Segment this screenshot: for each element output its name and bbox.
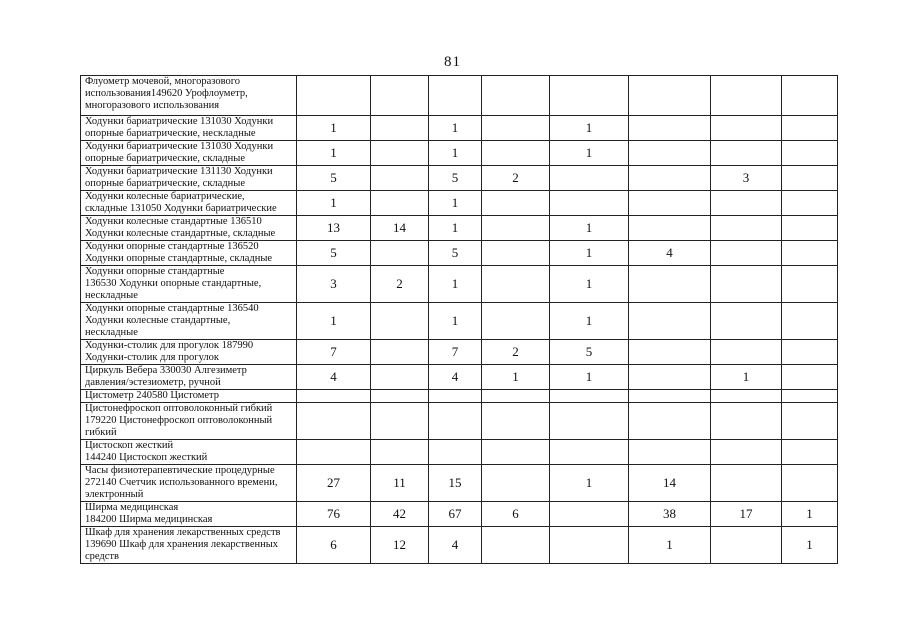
quantity-cell: 3 bbox=[297, 266, 371, 303]
item-name-line: Ходунки опорные стандартные 136520 bbox=[85, 241, 259, 252]
quantity-cell bbox=[482, 527, 550, 564]
item-name-line: 179220 Цистонефроскоп оптоволоконный bbox=[85, 415, 273, 426]
table-body bbox=[81, 76, 838, 564]
quantity-cell: 4 bbox=[629, 241, 711, 266]
quantity-cell bbox=[371, 241, 429, 266]
item-name-line: Ходунки-столик для прогулок 187990 bbox=[85, 340, 254, 351]
quantity-cell bbox=[371, 116, 429, 141]
quantity-cell bbox=[550, 403, 629, 440]
item-name-cell bbox=[81, 191, 297, 216]
quantity-cell bbox=[782, 365, 838, 390]
quantity-cell: 1 bbox=[550, 365, 629, 390]
quantity-cell bbox=[629, 440, 711, 465]
quantity-cell: 5 bbox=[429, 241, 482, 266]
quantity-cell: 6 bbox=[297, 527, 371, 564]
quantity-cell bbox=[371, 403, 429, 440]
quantity-cell bbox=[782, 266, 838, 303]
quantity-cell: 1 bbox=[550, 216, 629, 241]
item-name-line: многоразового использования bbox=[85, 100, 220, 111]
quantity-cell bbox=[782, 390, 838, 403]
item-name-cell bbox=[81, 116, 297, 141]
item-name-cell bbox=[81, 440, 297, 465]
quantity-cell bbox=[482, 216, 550, 241]
item-name-line: опорные бариатрические, нескладные bbox=[85, 128, 256, 139]
quantity-cell bbox=[711, 527, 782, 564]
quantity-cell: 7 bbox=[429, 340, 482, 365]
quantity-cell bbox=[371, 76, 429, 116]
item-name-cell bbox=[81, 390, 297, 403]
quantity-cell bbox=[711, 141, 782, 166]
table-row bbox=[81, 191, 838, 216]
quantity-cell: 76 bbox=[297, 502, 371, 527]
quantity-cell bbox=[711, 116, 782, 141]
quantity-cell: 67 bbox=[429, 502, 482, 527]
quantity-cell: 7 bbox=[297, 340, 371, 365]
item-name-line: Цистонефроскоп оптоволоконный гибкий bbox=[85, 403, 273, 414]
quantity-cell bbox=[711, 266, 782, 303]
item-name-line: Ходунки опорные стандартные, складные bbox=[85, 253, 273, 264]
quantity-cell: 11 bbox=[371, 465, 429, 502]
quantity-cell bbox=[782, 76, 838, 116]
quantity-cell bbox=[629, 191, 711, 216]
quantity-cell: 1 bbox=[550, 141, 629, 166]
quantity-cell bbox=[550, 390, 629, 403]
quantity-cell bbox=[629, 216, 711, 241]
quantity-cell bbox=[429, 390, 482, 403]
item-name-cell bbox=[81, 76, 297, 116]
quantity-cell: 1 bbox=[297, 303, 371, 340]
quantity-cell: 1 bbox=[429, 216, 482, 241]
quantity-cell: 2 bbox=[482, 166, 550, 191]
quantity-cell: 4 bbox=[429, 527, 482, 564]
item-name-line: Ходунки колесные стандартные 136510 bbox=[85, 216, 262, 227]
quantity-cell bbox=[371, 141, 429, 166]
quantity-cell bbox=[550, 502, 629, 527]
table-row bbox=[81, 303, 838, 340]
quantity-cell bbox=[782, 141, 838, 166]
quantity-cell bbox=[297, 76, 371, 116]
table-row bbox=[81, 502, 838, 527]
table-row bbox=[81, 527, 838, 564]
quantity-cell: 2 bbox=[482, 340, 550, 365]
quantity-cell bbox=[371, 303, 429, 340]
item-name-line: давления/эстезиометр, ручной bbox=[85, 377, 221, 388]
quantity-cell bbox=[482, 403, 550, 440]
item-name-line: опорные бариатрические, складные bbox=[85, 153, 246, 164]
item-name-line: Ширма медицинская bbox=[85, 502, 179, 513]
quantity-cell bbox=[482, 241, 550, 266]
quantity-cell: 4 bbox=[297, 365, 371, 390]
item-name-cell bbox=[81, 141, 297, 166]
quantity-cell: 1 bbox=[297, 191, 371, 216]
quantity-cell bbox=[371, 191, 429, 216]
quantity-cell: 3 bbox=[711, 166, 782, 191]
item-name-cell bbox=[81, 502, 297, 527]
quantity-cell bbox=[482, 76, 550, 116]
quantity-cell bbox=[371, 340, 429, 365]
item-name-line: Ходунки бариатрические 131030 Ходунки bbox=[85, 141, 274, 152]
quantity-cell bbox=[482, 390, 550, 403]
item-name-line: нескладные bbox=[85, 327, 138, 338]
quantity-cell: 1 bbox=[550, 266, 629, 303]
quantity-cell: 1 bbox=[550, 241, 629, 266]
quantity-cell: 5 bbox=[550, 340, 629, 365]
table-row bbox=[81, 465, 838, 502]
quantity-cell bbox=[482, 191, 550, 216]
quantity-cell bbox=[297, 403, 371, 440]
quantity-cell bbox=[371, 365, 429, 390]
quantity-cell: 42 bbox=[371, 502, 429, 527]
item-name-line: Ходунки опорные стандартные 136540 bbox=[85, 303, 259, 314]
quantity-cell bbox=[782, 166, 838, 191]
quantity-cell: 5 bbox=[297, 241, 371, 266]
quantity-cell: 15 bbox=[429, 465, 482, 502]
table-row bbox=[81, 166, 838, 191]
quantity-cell: 5 bbox=[429, 166, 482, 191]
quantity-cell bbox=[782, 191, 838, 216]
table-row bbox=[81, 216, 838, 241]
quantity-cell bbox=[711, 465, 782, 502]
quantity-cell: 1 bbox=[711, 365, 782, 390]
quantity-cell bbox=[482, 303, 550, 340]
quantity-cell bbox=[629, 403, 711, 440]
quantity-cell bbox=[782, 340, 838, 365]
item-name-line: складные 131050 Ходунки бариатрические bbox=[85, 203, 277, 214]
item-name-line: Шкаф для хранения лекарственных средств bbox=[85, 527, 281, 538]
quantity-cell bbox=[711, 241, 782, 266]
table-row bbox=[81, 365, 838, 390]
table-row bbox=[81, 340, 838, 365]
quantity-cell bbox=[629, 116, 711, 141]
item-name-cell bbox=[81, 166, 297, 191]
quantity-cell bbox=[429, 76, 482, 116]
table-row bbox=[81, 241, 838, 266]
quantity-cell: 27 bbox=[297, 465, 371, 502]
quantity-cell: 12 bbox=[371, 527, 429, 564]
quantity-cell: 5 bbox=[297, 166, 371, 191]
item-name-line: опорные бариатрические, складные bbox=[85, 178, 246, 189]
quantity-cell: 4 bbox=[429, 365, 482, 390]
table-row bbox=[81, 390, 838, 403]
quantity-cell bbox=[297, 440, 371, 465]
quantity-cell bbox=[782, 303, 838, 340]
item-name-line: 272140 Счетчик использованного времени, bbox=[85, 477, 278, 488]
item-name-line: 184200 Ширма медицинская bbox=[85, 514, 213, 525]
item-name-line: Ходунки колесные бариатрические, bbox=[85, 191, 245, 202]
quantity-cell: 2 bbox=[371, 266, 429, 303]
item-name-line: гибкий bbox=[85, 427, 117, 438]
quantity-cell bbox=[482, 266, 550, 303]
quantity-cell bbox=[629, 365, 711, 390]
quantity-cell: 1 bbox=[429, 141, 482, 166]
item-name-cell bbox=[81, 303, 297, 340]
quantity-cell bbox=[711, 390, 782, 403]
quantity-cell: 1 bbox=[429, 303, 482, 340]
item-name-line: 139690 Шкаф для хранения лекарственных bbox=[85, 539, 279, 550]
item-name-line: Цистометр 240580 Цистометр bbox=[85, 390, 220, 401]
item-name-line: Цистоскоп жесткий bbox=[85, 440, 174, 451]
quantity-cell bbox=[429, 403, 482, 440]
quantity-cell bbox=[482, 440, 550, 465]
quantity-cell bbox=[550, 527, 629, 564]
item-name-line: Ходунки колесные стандартные, bbox=[85, 315, 231, 326]
item-name-line: Циркуль Вебера 330030 Алгезиметр bbox=[85, 365, 247, 376]
quantity-cell bbox=[629, 141, 711, 166]
equipment-table bbox=[80, 75, 838, 564]
quantity-cell bbox=[711, 216, 782, 241]
item-name-line: Ходунки бариатрические 131030 Ходунки bbox=[85, 116, 274, 127]
item-name-line: Ходунки бариатрические 131130 Ходунки bbox=[85, 166, 273, 177]
quantity-cell: 38 bbox=[629, 502, 711, 527]
quantity-cell: 1 bbox=[429, 116, 482, 141]
quantity-cell bbox=[371, 390, 429, 403]
quantity-cell bbox=[629, 340, 711, 365]
item-name-cell bbox=[81, 241, 297, 266]
quantity-cell: 1 bbox=[782, 502, 838, 527]
quantity-cell bbox=[550, 191, 629, 216]
item-name-line: средств bbox=[85, 551, 119, 562]
item-name-cell bbox=[81, 340, 297, 365]
item-name-cell bbox=[81, 266, 297, 303]
quantity-cell: 13 bbox=[297, 216, 371, 241]
item-name-line: электронный bbox=[85, 489, 144, 500]
quantity-cell bbox=[629, 166, 711, 191]
quantity-cell: 1 bbox=[782, 527, 838, 564]
item-name-line: Флуометр мочевой, многоразового bbox=[85, 76, 241, 87]
quantity-cell bbox=[782, 116, 838, 141]
quantity-cell bbox=[711, 440, 782, 465]
quantity-cell bbox=[550, 440, 629, 465]
item-name-line: 136530 Ходунки опорные стандартные, bbox=[85, 278, 262, 289]
quantity-cell bbox=[782, 241, 838, 266]
item-name-line: Ходунки колесные стандартные, складные bbox=[85, 228, 276, 239]
item-name-cell bbox=[81, 365, 297, 390]
quantity-cell bbox=[629, 266, 711, 303]
quantity-cell: 1 bbox=[429, 266, 482, 303]
quantity-cell bbox=[629, 390, 711, 403]
item-name-line: Ходунки-столик для прогулок bbox=[85, 352, 219, 363]
table-row bbox=[81, 116, 838, 141]
item-name-line: 144240 Цистоскоп жесткий bbox=[85, 452, 208, 463]
item-name-cell bbox=[81, 465, 297, 502]
item-name-line: Ходунки опорные стандартные bbox=[85, 266, 225, 277]
quantity-cell bbox=[782, 440, 838, 465]
quantity-cell bbox=[482, 465, 550, 502]
quantity-cell bbox=[711, 303, 782, 340]
table-row bbox=[81, 76, 838, 116]
item-name-line: использования149620 Урофлоуметр, bbox=[85, 88, 248, 99]
quantity-cell: 1 bbox=[482, 365, 550, 390]
table-row bbox=[81, 266, 838, 303]
quantity-cell bbox=[482, 116, 550, 141]
quantity-cell: 1 bbox=[550, 465, 629, 502]
table-row bbox=[81, 440, 838, 465]
table-row bbox=[81, 403, 838, 440]
quantity-cell bbox=[782, 465, 838, 502]
quantity-cell bbox=[711, 403, 782, 440]
quantity-cell: 1 bbox=[550, 116, 629, 141]
table-row bbox=[81, 141, 838, 166]
item-name-cell bbox=[81, 403, 297, 440]
quantity-cell: 1 bbox=[629, 527, 711, 564]
quantity-cell: 1 bbox=[550, 303, 629, 340]
quantity-cell bbox=[782, 403, 838, 440]
quantity-cell bbox=[371, 166, 429, 191]
page-number: 81 bbox=[444, 54, 461, 70]
quantity-cell: 6 bbox=[482, 502, 550, 527]
item-name-line: Часы физиотерапевтические процедурные bbox=[85, 465, 275, 476]
quantity-cell: 14 bbox=[371, 216, 429, 241]
quantity-cell bbox=[629, 303, 711, 340]
item-name-cell bbox=[81, 527, 297, 564]
quantity-cell bbox=[782, 216, 838, 241]
quantity-cell bbox=[711, 340, 782, 365]
quantity-cell: 1 bbox=[429, 191, 482, 216]
quantity-cell bbox=[629, 76, 711, 116]
quantity-cell bbox=[550, 166, 629, 191]
quantity-cell: 1 bbox=[297, 116, 371, 141]
quantity-cell bbox=[297, 390, 371, 403]
quantity-cell bbox=[429, 440, 482, 465]
quantity-cell: 1 bbox=[297, 141, 371, 166]
quantity-cell bbox=[371, 440, 429, 465]
quantity-cell bbox=[550, 76, 629, 116]
quantity-cell: 17 bbox=[711, 502, 782, 527]
quantity-cell: 14 bbox=[629, 465, 711, 502]
item-name-line: нескладные bbox=[85, 290, 138, 301]
quantity-cell bbox=[711, 191, 782, 216]
item-name-cell bbox=[81, 216, 297, 241]
quantity-cell bbox=[711, 76, 782, 116]
quantity-cell bbox=[482, 141, 550, 166]
